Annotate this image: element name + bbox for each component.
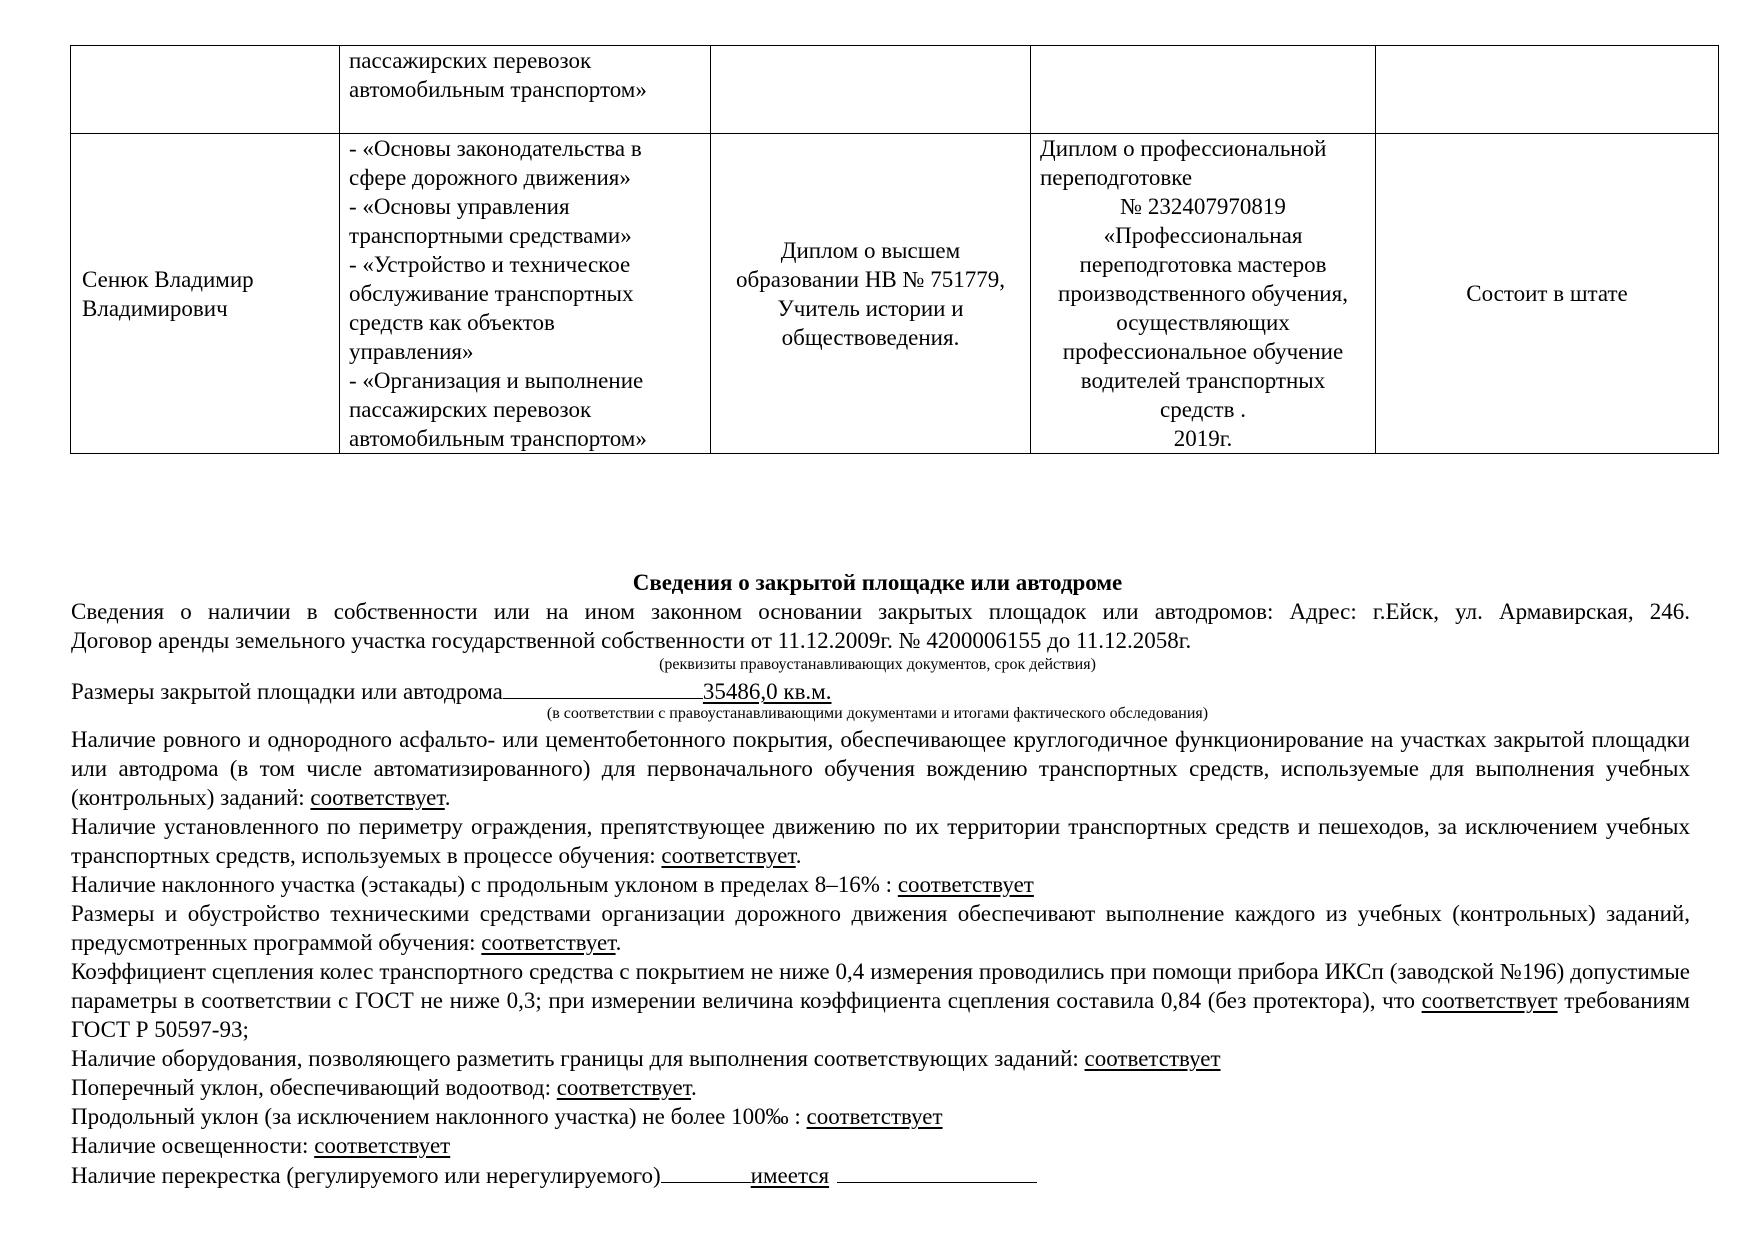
size-line — [71, 676, 1690, 706]
long-slope-paragraph: Продольный уклон (за исключением наклонного участка) не более 100‰ : соответствует — [71, 1104, 943, 1129]
conforms-value: соответствует — [314, 1133, 451, 1158]
education-line: обществоведения. — [781, 324, 960, 350]
conforms-value: соответствует — [661, 843, 796, 868]
name-cell — [71, 46, 340, 134]
slope-paragraph: Наличие наклонного участка (эстакады) с продольным уклоном в пределах 8–16% : соответствует — [71, 872, 1034, 897]
cross-slope-paragraph: Поперечный уклон, обеспечивающий водоотвод: соответствует. — [71, 1075, 697, 1100]
conforms-value: соответствует — [556, 1075, 692, 1100]
course-line: - «Организация и выполнение — [349, 368, 644, 393]
course-line: автомобильным транспортом» — [349, 426, 647, 451]
education-line: Диплом о высшем — [780, 237, 961, 263]
conforms-value: соответствует — [897, 872, 1034, 897]
diploma-line: переподготовке — [1040, 165, 1193, 190]
course-line: автомобильным транспортом» — [349, 77, 647, 102]
course-line: - «Основы управления — [349, 194, 570, 219]
diploma-line: осуществляющих — [1116, 310, 1290, 335]
conforms-value: соответствует — [1084, 1046, 1221, 1071]
table-row — [71, 134, 1719, 454]
size-label: Размеры закрытой площадки или автодрома — [71, 679, 503, 704]
diploma-line: 2019г. — [1173, 426, 1233, 451]
diploma-line: «Профессиональная — [1103, 223, 1303, 248]
course-line: - «Устройство и техническое — [349, 252, 631, 277]
education-line: образовании НВ № 751779, — [736, 266, 1005, 292]
section-title: Сведения о закрытой площадке или автодроме — [632, 570, 1123, 595]
diploma-line: производственного обучения, — [1058, 281, 1348, 306]
ownership-line-1: Сведения о наличии в собственности или на ином законном основании закрытых площадок или автодромов: Адрес: г.Ейск, ул. Армавирская, 246. — [71, 599, 1690, 624]
diploma-line: средств . — [1160, 397, 1246, 422]
diploma-line: № 232407970819 — [1120, 194, 1286, 219]
course-line: управления» — [349, 339, 474, 364]
diploma-line: переподготовка мастеров — [1079, 252, 1327, 277]
conforms-value: соответствует — [481, 930, 616, 955]
equipment-paragraph: Наличие оборудования, позволяющего разметить границы для выполнения соответствующих заданий: соответствует — [71, 1046, 1221, 1071]
course-line: - «Основы законодательства в — [349, 136, 642, 161]
name-line: Владимирович — [82, 295, 228, 321]
fence-paragraph: Наличие установленного по периметру ограждения, препятствующее движению по их территории транспортных средств и пешеходов, за исключением учебных транспортных средств, используемых в процессе обучения: соответствует. — [71, 814, 1690, 868]
sizes-paragraph: Размеры и обустройство техническими средствами организации дорожного движения обеспечивают выполнение каждого из учебных (контрольных) заданий, предусмотренных программой обучения: соответствует. — [71, 901, 1690, 955]
course-line: средств как объектов — [349, 310, 555, 335]
course-line: транспортными средствами» — [349, 223, 632, 248]
education-cell — [711, 46, 1031, 134]
asphalt-paragraph: Наличие ровного и однородного асфальто- или цементобетонного покрытия, обеспечивающее круглогодичное функционирование на участках закрытой площадки или автодрома (в том числе автоматизированного) для первоначального обучения вождению транспортных средств, используемые для выполнения учебных (контрольных) заданий: соответствует. — [71, 727, 1690, 810]
diploma-line: Диплом о профессиональной — [1040, 136, 1327, 161]
ownership-line-2: Договор аренды земельного участка государственной собственности от 11.12.2009г. № 4200006155 до 11.12.2058г. — [71, 628, 1192, 653]
blank-line — [837, 1160, 1037, 1183]
conforms-value: соответствует — [1421, 988, 1558, 1013]
lighting-paragraph: Наличие освещенности: соответствует — [71, 1133, 451, 1158]
course-line: обслуживание транспортных — [349, 281, 634, 306]
blank-line — [661, 1160, 751, 1183]
survey-note: (в соответствии с правоустанавливающими документами и итогами фактического обследования) — [546, 705, 1209, 722]
name-cell — [71, 134, 340, 454]
courses-cell — [340, 134, 711, 454]
name-line: Сенюк Владимир — [82, 266, 254, 292]
diploma-cell — [1031, 134, 1376, 454]
course-line: пассажирских перевозок — [349, 397, 592, 422]
table-row — [71, 46, 1719, 134]
size-value: 35486,0 кв.м. — [702, 679, 832, 704]
status-cell — [1376, 46, 1719, 134]
diploma-line: профессиональное обучение — [1062, 339, 1344, 364]
education-line: Учитель истории и — [777, 295, 964, 321]
intersection-paragraph: Наличие перекрестка (регулируемого или нерегулируемого) имеется — [71, 1160, 1690, 1190]
course-line: пассажирских перевозок — [349, 48, 592, 73]
blank-line — [503, 676, 703, 699]
course-line: сфере дорожного движения» — [349, 165, 631, 190]
intersection-value: имеется — [750, 1163, 830, 1188]
staff-table — [70, 45, 1719, 454]
education-cell — [711, 134, 1031, 454]
requisites-note: (реквизиты правоустанавливающих документов, срок действия) — [659, 656, 1096, 673]
diploma-line: водителей транспортных — [1080, 368, 1326, 393]
diploma-cell — [1031, 46, 1376, 134]
status-cell: Состоит в штате — [1376, 134, 1719, 454]
coefficient-paragraph: Коэффициент сцепления колес транспортного средства с покрытием не ниже 0,4 измерения проводились при помощи прибора ИКСп (заводской №196) допустимые параметры в соответствии с ГОСТ не ниже 0,3; при измерении величина коэффициента сцепления составила 0,84 (без протектора), что соответствует требованиям ГОСТ Р 50597-93; — [71, 959, 1690, 1042]
conforms-value: соответствует — [806, 1104, 943, 1129]
conforms-value: соответствует — [310, 785, 445, 810]
courses-cell — [340, 46, 711, 134]
